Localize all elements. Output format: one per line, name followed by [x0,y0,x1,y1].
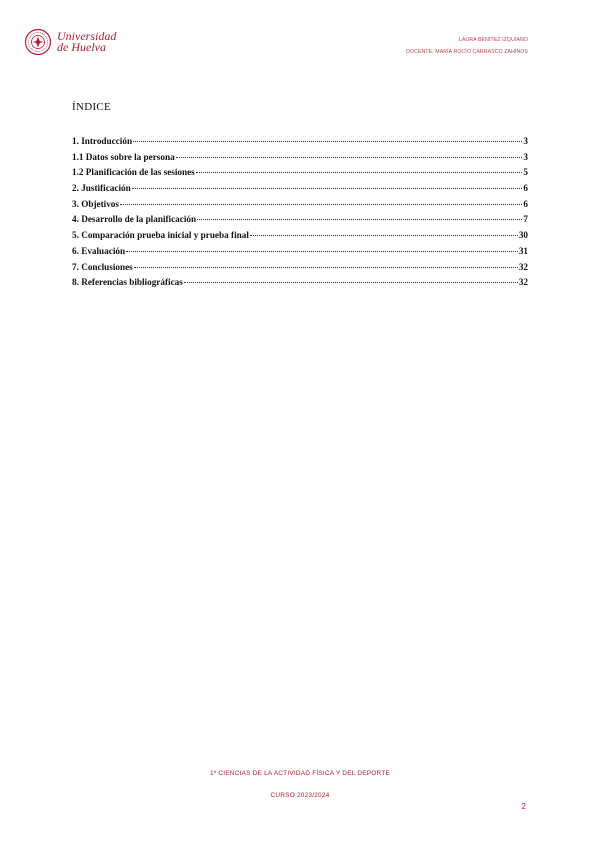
toc-leader [133,141,522,142]
toc-entry-page: 31 [518,245,528,256]
toc-entry[interactable] [72,183,528,199]
toc-leader [132,188,523,189]
toc-leader [196,172,523,173]
toc-leader [134,267,518,268]
toc-entry-label: 2. Justificación [72,183,131,194]
toc-entry-label: 7. Conclusiones [72,261,133,272]
university-logo [24,28,116,56]
toc-entry-page: 5 [523,167,528,178]
toc-entry[interactable] [72,136,528,152]
toc-entry[interactable] [72,152,528,168]
toc-entry-label: 1. Introducción [72,136,133,146]
toc-entry-label: 5. Comparación prueba inicial y prueba final [72,230,249,241]
toc-entry-label: 1.2 Planificación de las sesiones [72,167,195,178]
university-seal-icon [24,28,52,56]
toc-entry[interactable] [72,277,528,293]
toc-entry[interactable] [72,230,528,246]
logo-line-1: Universidad [57,29,117,43]
toc-entry-page: 30 [518,230,528,241]
toc-entry[interactable] [72,167,528,183]
page-number: 2 [521,802,526,811]
footer-year: CURSO 2023/2024 [270,792,330,799]
toc-entry[interactable] [72,199,528,215]
toc-entry-label: 3. Objetivos [72,198,119,209]
toc-leader [126,251,518,252]
logo-line-2: de Huelva [57,40,106,54]
toc-leader [197,219,522,220]
toc-entry-label: 4. Desarrollo de la planificación [72,214,197,225]
table-of-contents [72,136,528,293]
author-name: LAURA BENÍTEZ IZQUIANO [458,37,528,43]
toc-entry[interactable] [72,214,528,230]
index-title: ÍNDICE [72,101,112,113]
toc-entry[interactable] [72,246,528,262]
toc-entry-page: 3 [523,151,528,162]
toc-entry[interactable] [72,262,528,278]
toc-leader [184,282,518,283]
toc-leader [250,235,518,236]
footer-course: 1º CIENCIAS DE LA ACTIVIDAD FÍSICA Y DEL DEPORTE [209,770,391,777]
toc-entry-page: 3 [523,136,528,146]
toc-entry-page: 32 [518,277,528,288]
toc-entry-label: 1.1 Datos sobre la persona [72,151,175,162]
toc-entry-label: 8. Referencias bibliográficas [72,277,183,288]
toc-entry-page: 6 [523,183,528,194]
teacher-name: DOCENTE: MARÍA ROCÍO CARRASCO ZAHINOS [406,49,528,55]
toc-entry-label: 6. Evaluación [72,245,126,256]
toc-entry-page: 6 [523,198,528,209]
toc-entry-page: 32 [518,261,528,272]
toc-entry-page: 7 [523,214,528,225]
toc-leader [120,204,522,205]
toc-leader [176,157,523,158]
